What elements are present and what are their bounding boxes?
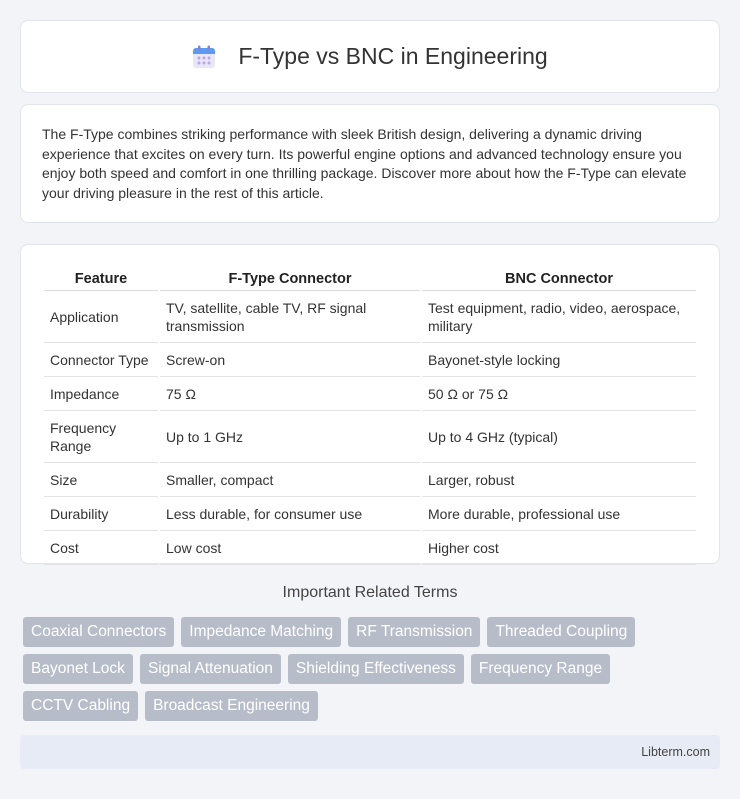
- table-cell: Smaller, compact: [160, 465, 420, 497]
- table-cell: Application: [44, 293, 158, 343]
- header-feature: Feature: [44, 267, 158, 291]
- tag-broadcast-engineering[interactable]: Broadcast Engineering: [145, 691, 318, 721]
- header-card: [20, 20, 720, 93]
- table-row: [44, 499, 696, 531]
- table-cell: More durable, professional use: [422, 499, 696, 531]
- table-cell: Up to 4 GHz (typical): [422, 413, 696, 463]
- table-cell: Low cost: [160, 533, 420, 565]
- tag-bayonet-lock[interactable]: Bayonet Lock: [23, 654, 133, 684]
- table-cell: Larger, robust: [422, 465, 696, 497]
- table-cell: TV, satellite, cable TV, RF signal transmission: [160, 293, 420, 343]
- footer: [20, 735, 720, 769]
- table-header-row: [44, 267, 696, 291]
- table-cell: Bayonet-style locking: [422, 345, 696, 377]
- table-cell: Test equipment, radio, video, aerospace, military: [422, 293, 696, 343]
- table-cell: 75 Ω: [160, 379, 420, 411]
- table-cell: Higher cost: [422, 533, 696, 565]
- calendar-icon: [192, 45, 216, 69]
- header-f-type: F-Type Connector: [160, 267, 420, 291]
- table-row: [44, 345, 696, 377]
- tag-coaxial-connectors[interactable]: Coaxial Connectors: [23, 617, 174, 647]
- tag-shielding-effectiveness[interactable]: Shielding Effectiveness: [288, 654, 464, 684]
- table-cell: Up to 1 GHz: [160, 413, 420, 463]
- table-cell: Impedance: [44, 379, 158, 411]
- tag-signal-attenuation[interactable]: Signal Attenuation: [140, 654, 281, 684]
- related-terms-title: Important Related Terms: [282, 584, 458, 601]
- intro-text: The F-Type combines striking performance with sleek British design, delivering a dynamic driving experience that excites on every turn. Its powerful engine options and advanced technology ensure you enjoy both speed and comfort in one thrilling package. Discover more about how the F-Type can elevate your driving pleasure in the rest of this article.: [42, 126, 687, 201]
- footer-site-link[interactable]: Libterm.com: [641, 745, 710, 759]
- page-title: F-Type vs BNC in Engineering: [238, 43, 548, 69]
- table-cell: Size: [44, 465, 158, 497]
- table-cell: Durability: [44, 499, 158, 531]
- table-cell: 50 Ω or 75 Ω: [422, 379, 696, 411]
- table-row: [44, 293, 696, 343]
- tag-rf-transmission[interactable]: RF Transmission: [348, 617, 480, 647]
- table-cell: Cost: [44, 533, 158, 565]
- intro-card: [20, 104, 720, 223]
- tag-threaded-coupling[interactable]: Threaded Coupling: [487, 617, 635, 647]
- table-row: [44, 465, 696, 497]
- related-terms-list: [23, 617, 723, 728]
- table-row: [44, 379, 696, 411]
- tag-frequency-range[interactable]: Frequency Range: [471, 654, 610, 684]
- table-cell: Less durable, for consumer use: [160, 499, 420, 531]
- table-cell: Connector Type: [44, 345, 158, 377]
- tag-cctv-cabling[interactable]: CCTV Cabling: [23, 691, 138, 721]
- table-row: [44, 413, 696, 463]
- header-bnc: BNC Connector: [422, 267, 696, 291]
- comparison-table: [42, 265, 698, 567]
- comparison-card: [20, 244, 720, 564]
- table-cell: Frequency Range: [44, 413, 158, 463]
- header-inner: [192, 43, 547, 70]
- table-cell: Screw-on: [160, 345, 420, 377]
- table-row: [44, 533, 696, 565]
- tag-impedance-matching[interactable]: Impedance Matching: [181, 617, 341, 647]
